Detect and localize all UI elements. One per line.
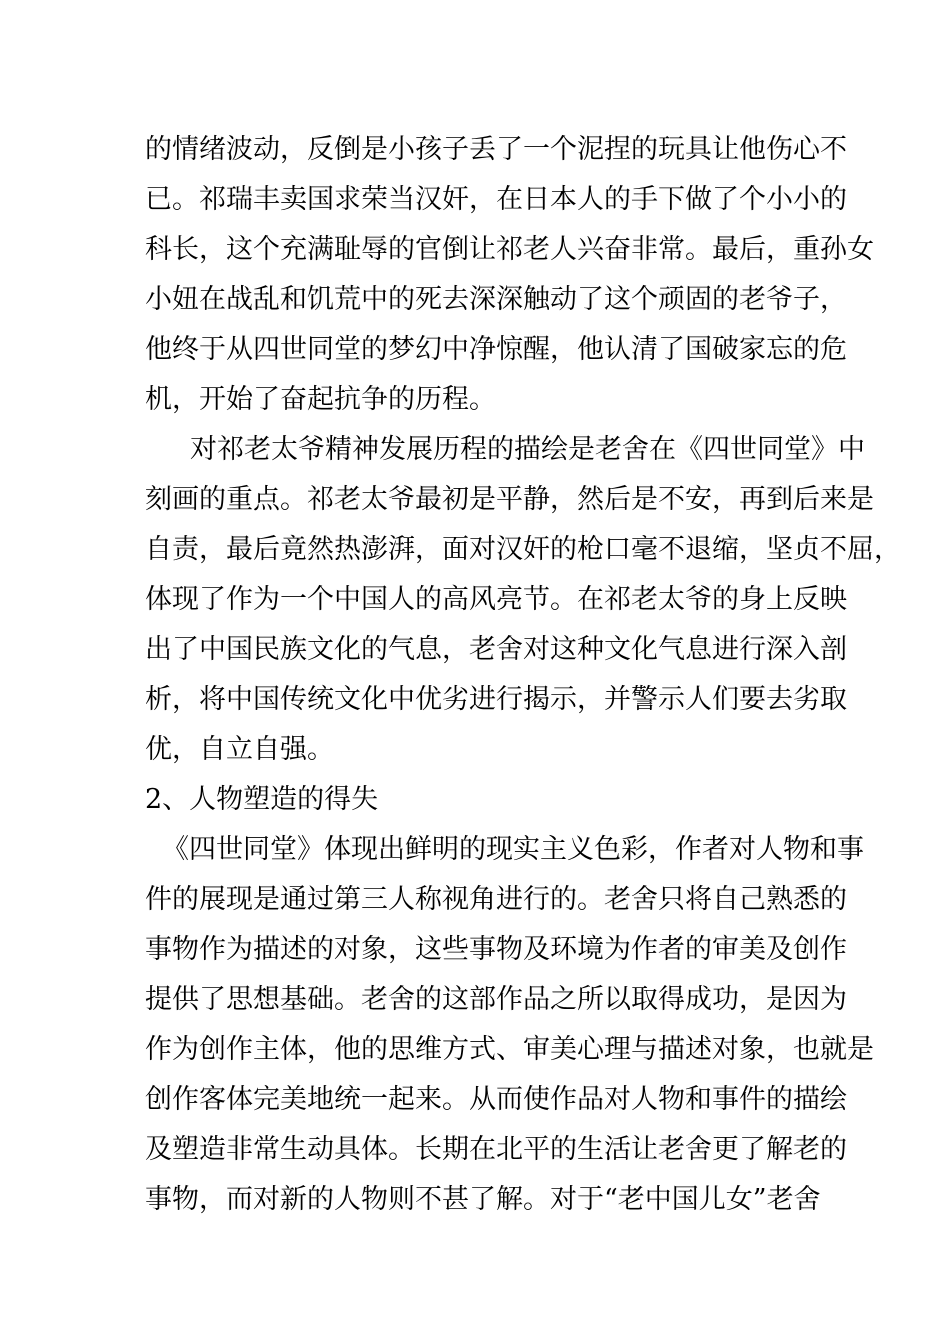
text-line: 作为创作主体，他的思维方式、审美心理与描述对象，也就是 — [145, 1034, 874, 1065]
text-line: 的情绪波动，反倒是小孩子丢了一个泥捏的玩具让他伤心不 — [145, 134, 847, 165]
text-line: 已。祁瑞丰卖国求荣当汉奸，在日本人的手下做了个小小的 — [145, 184, 847, 215]
text-line: 事物，而对新的人物则不甚了解。对于“老中国儿女”老舍 — [145, 1184, 821, 1215]
text-line: 他终于从四世同堂的梦幻中净惊醒，他认清了国破家忘的危 — [145, 334, 847, 365]
text-line: 创作客体完美地统一起来。从而使作品对人物和事件的描绘 — [145, 1084, 847, 1115]
text-line: 析，将中国传统文化中优劣进行揭示，并警示人们要去劣取 — [145, 684, 847, 715]
text-line: 自责，最后竟然热澎湃，面对汉奸的枪口毫不退缩，坚贞不屈， — [145, 534, 901, 565]
text-line: 事物作为描述的对象，这些事物及环境为作者的审美及创作 — [145, 934, 847, 965]
text-line: 提供了思想基础。老舍的这部作品之所以取得成功，是因为 — [145, 984, 847, 1015]
text-line: 件的展现是通过第三人称视角进行的。老舍只将自己熟悉的 — [145, 884, 847, 915]
text-line: 小妞在战乱和饥荒中的死去深深触动了这个顽固的老爷子， — [145, 284, 847, 315]
text-line: 刻画的重点。祁老太爷最初是平静，然后是不安，再到后来是 — [145, 484, 874, 515]
text-line: 及塑造非常生动具体。长期在北平的生活让老舍更了解老的 — [145, 1134, 847, 1165]
text-line: 优，自立自强。 — [145, 734, 334, 765]
text-line: 出了中国民族文化的气息，老舍对这种文化气息进行深入剖 — [145, 634, 847, 665]
paragraph-first-line: 《四世同堂》体现出鲜明的现实主义色彩，作者对人物和事 — [162, 834, 864, 865]
section-heading: 2、人物塑造的得失 — [145, 784, 379, 815]
paragraph-first-line: 对祁老太爷精神发展历程的描绘是老舍在《四世同堂》中 — [190, 434, 865, 465]
text-line: 科长，这个充满耻辱的官倒让祁老人兴奋非常。最后，重孙女 — [145, 234, 874, 265]
text-line: 体现了作为一个中国人的高风亮节。在祁老太爷的身上反映 — [145, 584, 847, 615]
text-line: 机，开始了奋起抗争的历程。 — [145, 384, 496, 415]
